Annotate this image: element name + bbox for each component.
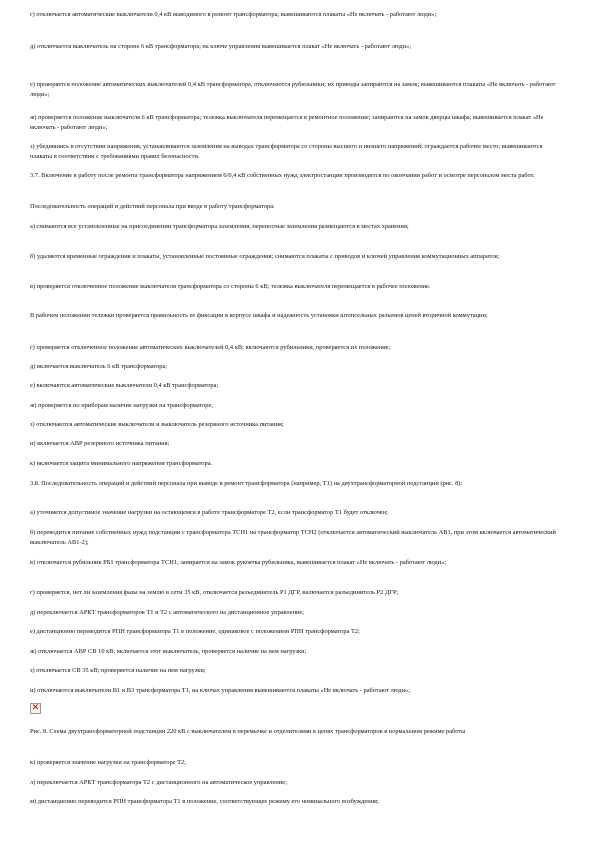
paragraph: к) проверяется значение нагрузки на трансформаторе Т2;	[30, 759, 186, 766]
paragraph: и) отключаются выключатели В1 и В3 трансформатора Т1, на ключах управления вывешиваются плакаты «Не включать - работают люди»;	[30, 687, 410, 694]
paragraph: а) уточняется допустимое значение нагрузки на остающемся в работе трансформаторе Т2, если трансформатор Т1 будет отключен;	[30, 509, 388, 516]
broken-image-icon: ✕	[31, 703, 40, 713]
section-3-8: 3.8. Последовательность операций и действий персонала при выводе в ремонт трансформатора (например, Т1) на двухтрансформаторной подстанции (рис. 8):	[30, 480, 463, 487]
paragraph: л) переключается АРКТ трансформатора Т2 с дистанционного на автоматическое управление;	[30, 779, 287, 786]
paragraph: в) отключается рубильник РБ1 трансформатора ТСН1, запирается на замок рукоятка рубильника, вывешивается плакат «Не включать - работают люди»;	[30, 559, 447, 566]
paragraph: е) проверяется положение автоматических выключателей 0,4 кВ трансформатора, отключаются рубильники; их приводы запираются на замок; вывешиваются плакаты «Не включать - работают люди»;	[30, 81, 556, 98]
paragraph: г) проверяется, нет ли заземления фазы на землю в сети 35 кВ, отключается разъединитель Р1 ДГР, включается разъединитель Р2 ДГР;	[30, 589, 399, 596]
paragraph: д) включается выключатель 6 кВ трансформатора;	[30, 363, 168, 370]
paragraph: ж) отключается АВР СВ 10 кВ; включается этот выключатель, проверяется наличие на нем нагрузки;	[30, 648, 307, 655]
paragraph: д) переключается АРКТ трансформаторов Т1 и Т2 с автоматического на дистанционное управление;	[30, 609, 305, 616]
paragraph: з) отключается СВ 35 кВ; проверяется наличие на нем нагрузки;	[30, 667, 206, 674]
paragraph: д) отключается выключатель на стороне 6 кВ трансформатора; на ключе управления вывешивается плакат «Не включать - работают люди»;	[30, 43, 412, 50]
paragraph: Последовательность операций и действий персонала при вводе в работу трансформатора:	[30, 203, 275, 210]
paragraph: з) убедившись в отсутствии напряжения, устанавливаются заземления на выводах трансформатора со стороны высшего и низшего напряжений; ограждается рабочее место; вывешиваются плакаты в соответствии с требованиями правил безопасности.	[30, 143, 543, 160]
paragraph: е) включаются автоматические выключатели 0,4 кВ трансформатора;	[30, 382, 219, 389]
paragraph: в) проверяется отключенное положение выключателя трансформатора со стороны 6 кВ; тележка выключателя перемещается в рабочее положение.	[30, 283, 431, 290]
paragraph: ж) проверяется по приборам наличие нагрузки на трансформаторе;	[30, 402, 214, 409]
paragraph: В рабочем положении тележки проверяется правильность ее фиксации в корпусе шкафа и надежность установки штепсельных разъемов цепей вторичной коммутации;	[30, 312, 488, 319]
paragraph: к) включается защита минимального напряжения трансформатора.	[30, 460, 213, 467]
paragraph: г) отключается автоматические выключатели 0,4 кВ выводимого в ремонт трансформатора; вывешиваются плакаты «Не включать - работают люди»;	[30, 11, 437, 18]
figure-caption: Рис. 8. Схема двухтрансформаторной подстанции 220 кВ с выключателем в перемычке и отделителями в цепях трансформаторов в нормальном режиме работы	[30, 728, 466, 735]
paragraph: м) дистанционно переводится РПН трансформатора Т1 в положение, соответствующее режиму его номинального возбуждения;	[30, 798, 379, 805]
paragraph: е) дистанционно переводится РПН трансформатора Т1 в положение, одинаковое с положением РПН трансформатора Т2;	[30, 628, 360, 635]
paragraph: г) проверяется отключенное положение автоматических выключателей 0,4 кВ; включаются рубильники, проверяется их положение;	[30, 344, 391, 351]
section-3-7: 3.7. Включение в работу после ремонта трансформатора напряжением 6/0,4 кВ собственных нужд электростанции производится по окончании работ и осмотре персоналом места работ.	[30, 172, 535, 179]
paragraph: а) снимаются все установленные на присоединении трансформатора заземления, переносные заземления размещаются в местах хранения;	[30, 223, 409, 230]
paragraph: з) отключаются автоматические выключатели и выключатель резервного источника питания;	[30, 421, 284, 428]
paragraph: б) переводится питание собственных нужд подстанции с трансформатора ТСН1 на трансформатор ТСН2 (отключается автоматический выключатель АВ1, при этом включается автоматический выключатель АВ1-2);	[30, 529, 556, 546]
paragraph: и) включается АВР резервного источника питания;	[30, 440, 170, 447]
paragraph: б) удаляются временные ограждения и плакаты, установленные постоянные ограждения; снимаются плакаты с приводов и ключей управления коммутационных аппаратов;	[30, 253, 500, 260]
paragraph: ж) проверяется положение выключателя 6 кВ трансформатора; тележка выключателя перемещается в ремонтное положение; запираются на замок дверцы шкафа; вывешивается плакат «Не включать - работают люди»;	[30, 114, 544, 131]
